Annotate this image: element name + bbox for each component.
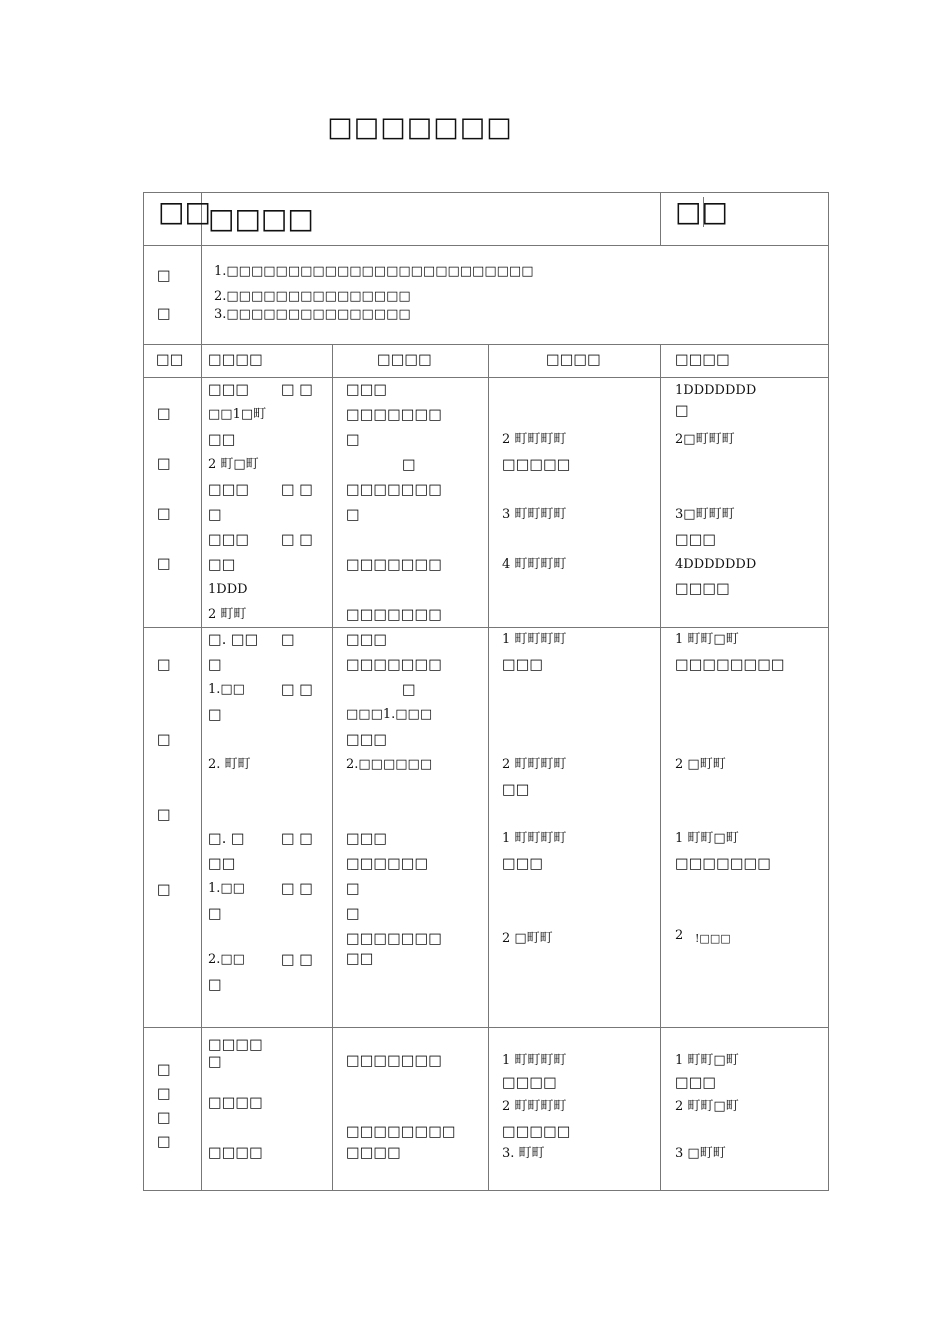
section-1-col-4: 1DDDDDDD □ 2□町町町 3□町町町 □□□ 4DDDDDDD □□□□ xyxy=(675,383,757,597)
column-header: □□□□ xyxy=(208,352,263,368)
section-2-col-3: 1 町町町町 □□□ 2 町町町町 □□ 1 町町町町 □□□ 2 □町町 xyxy=(502,632,567,946)
section-1-col-2: □□□ □□□□□□□ □ □ □□□□□□□ □ □□□□□□□ □□□□□□□ xyxy=(346,382,442,623)
header-left-label: □□ xyxy=(158,195,211,228)
section-2-col-4: 1 町町□町 □□□□□□□□ 2 □町町 1 町町□町 □□□□□□□ 2 !□□□ xyxy=(675,632,785,945)
course-name-cell xyxy=(202,193,660,245)
column-header: □□ xyxy=(156,352,184,368)
column-header-row xyxy=(144,345,829,378)
section-2-label: □ □ □ □ xyxy=(157,657,171,898)
section-3-col-1: □□□□ □ □□□□ □□□□ xyxy=(208,1037,263,1161)
goal-item: 3.□□□□□□□□□□□□□□□ xyxy=(214,307,411,322)
section-1-col-3: 2 町町町町 □□□□□ 3 町町町町 4 町町町町 xyxy=(502,432,571,572)
section-2-col-1: □. □□ □ □ 1.□□ □ □ □ 2. 町町 □. □ □ □ □□ 1.□□ □ □ □ 2.□□ □ □ □ xyxy=(208,632,314,993)
lesson-plan-table xyxy=(143,192,829,1191)
column-header: □□□□ xyxy=(675,352,730,368)
header-right-label: □□ xyxy=(675,195,728,228)
goal-item: 1.□□□□□□□□□□□□□□□□□□□□□□□□□ xyxy=(214,264,534,279)
section-3-col-2: □□□□□□□ □□□□□□□□ □□□□ xyxy=(346,1053,456,1161)
section-1-label: □ □ □ □ xyxy=(157,406,171,572)
section-3-label: □ □ □ □ xyxy=(157,1062,171,1150)
section-1-col-1: □□□ □ □ □□1□町 □□ 2 町□町 □□□ □ □ □ □□□ □ □ □□ 1DDD 2 町町 xyxy=(208,382,314,622)
table-row xyxy=(144,1028,829,1191)
goals-list xyxy=(202,246,828,344)
course-name: □□□□ xyxy=(208,202,314,235)
goal-item: 2.□□□□□□□□□□□□□□□ xyxy=(214,289,411,304)
goals-side-label: □ □ xyxy=(157,268,171,322)
column-header: □□□□ xyxy=(546,352,601,368)
table-row xyxy=(144,378,829,628)
section-3-col-3: 1 町町町町 □□□□ 2 町町町町 □□□□□ 3. 町町 xyxy=(502,1053,571,1161)
section-2-col-2: □□□ □□□□□□□ □ □□□1.□□□ □□□ 2.□□□□□□ □□□ □□□□□□ □ □ □□□□□□□ □□ xyxy=(346,632,442,967)
column-header: □□□□ xyxy=(377,352,432,368)
document-title: □□□□□□□ xyxy=(327,112,513,143)
section-3-col-4: 1 町町□町 □□□ 2 町町□町 3 □町町 xyxy=(675,1053,739,1161)
table-row xyxy=(144,628,829,1028)
